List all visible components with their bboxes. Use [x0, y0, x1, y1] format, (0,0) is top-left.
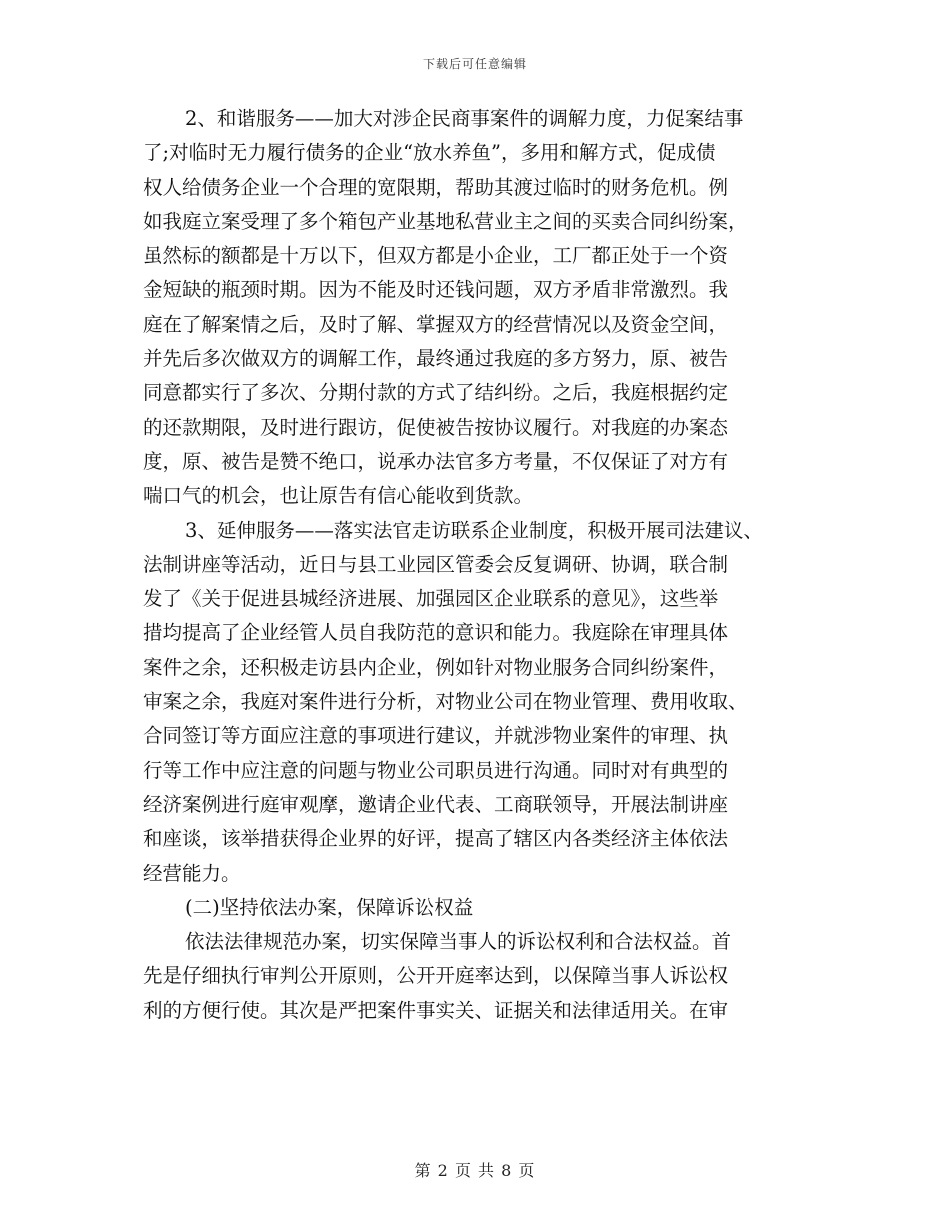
text-line: 2、和谐服务——加大对涉企民商事案件的调解力度，力促案结事: [185, 107, 744, 130]
text-line: 喘口气的机会，也让原告有信心能收到货款。: [143, 484, 534, 508]
text-line: 权人给债务企业一个合理的宽限期，帮助其渡过临时的财务危机。例: [143, 175, 729, 199]
text-line: 如我庭立案受理了多个箱包产业基地私营业主之间的买卖合同纠纷案，: [143, 209, 748, 233]
text-line: 的还款期限，及时进行跟访，促使被告按协议履行。对我庭的办案态: [143, 415, 729, 439]
text-line: 虽然标的额都是十万以下，但双方都是小企业，工厂都正处于一个资: [143, 244, 729, 268]
text-line: 庭在了解案情之后，及时了解、掌握双方的经营情况以及资金空间，: [143, 312, 729, 336]
text-line: 经营能力。: [143, 861, 241, 885]
text-line: 发了《关于促进县城经济进展、加强园区企业联系的意见》，这些举: [143, 587, 719, 611]
text-line: 审案之余，我庭对案件进行分析，对物业公司在物业管理、费用收取、: [143, 690, 748, 714]
text-line: 法制讲座等活动，近日与县工业园区管委会反复调研、协调，联合制: [143, 552, 729, 576]
text-line: 合同签订等方面应注意的事项进行建议，并就涉物业案件的审理、执: [143, 724, 729, 748]
text-line: 先是仔细执行审判公开原则，公开开庭率达到，以保障当事人诉讼权: [143, 964, 729, 988]
text-line: 了;对临时无力履行债务的企业“放水养鱼”，多用和解方式，促成债: [143, 141, 716, 165]
page-header: 下载后可任意编辑: [422, 57, 527, 71]
text-line: 和座谈，该举措获得企业界的好评，提高了辖区内各类经济主体依法: [143, 827, 729, 851]
text-line: (二)坚持依法办案，保障诉讼权益: [185, 895, 474, 919]
text-line: 同意都实行了多次、分期付款的方式了结纠纷。之后，我庭根据约定: [143, 381, 729, 405]
text-line: 利的方便行使。其次是严把案件事实关、证据关和法律适用关。在审: [143, 998, 729, 1022]
text-line: 依法法律规范办案，切实保障当事人的诉讼权利和合法权益。首: [185, 930, 732, 954]
page-number: 第 2 页 共 8 页: [414, 1161, 536, 1180]
text-line: 金短缺的瓶颈时期。因为不能及时还钱问题，双方矛盾非常激烈。我: [143, 278, 729, 302]
text-line: 措均提高了企业经管人员自我防范的意识和能力。我庭除在审理具体: [143, 621, 729, 645]
text-line: 行等工作中应注意的问题与物业公司职员进行沟通。同时对有典型的: [143, 758, 729, 782]
text-line: 并先后多次做双方的调解工作，最终通过我庭的多方努力，原、被告: [143, 347, 729, 371]
text-line: 案件之余，还积极走访县内企业，例如针对物业服务合同纠纷案件，: [143, 655, 729, 679]
text-line: 经济案例进行庭审观摩，邀请企业代表、工商联领导，开展法制讲座: [143, 792, 729, 816]
text-line: 度，原、被告是赞不绝口，说承办法官多方考量，不仅保证了对方有: [143, 449, 729, 473]
text-line: 3、延伸服务——落实法官走访联系企业制度，积极开展司法建议、: [185, 518, 763, 542]
document-body: [143, 102, 813, 1028]
